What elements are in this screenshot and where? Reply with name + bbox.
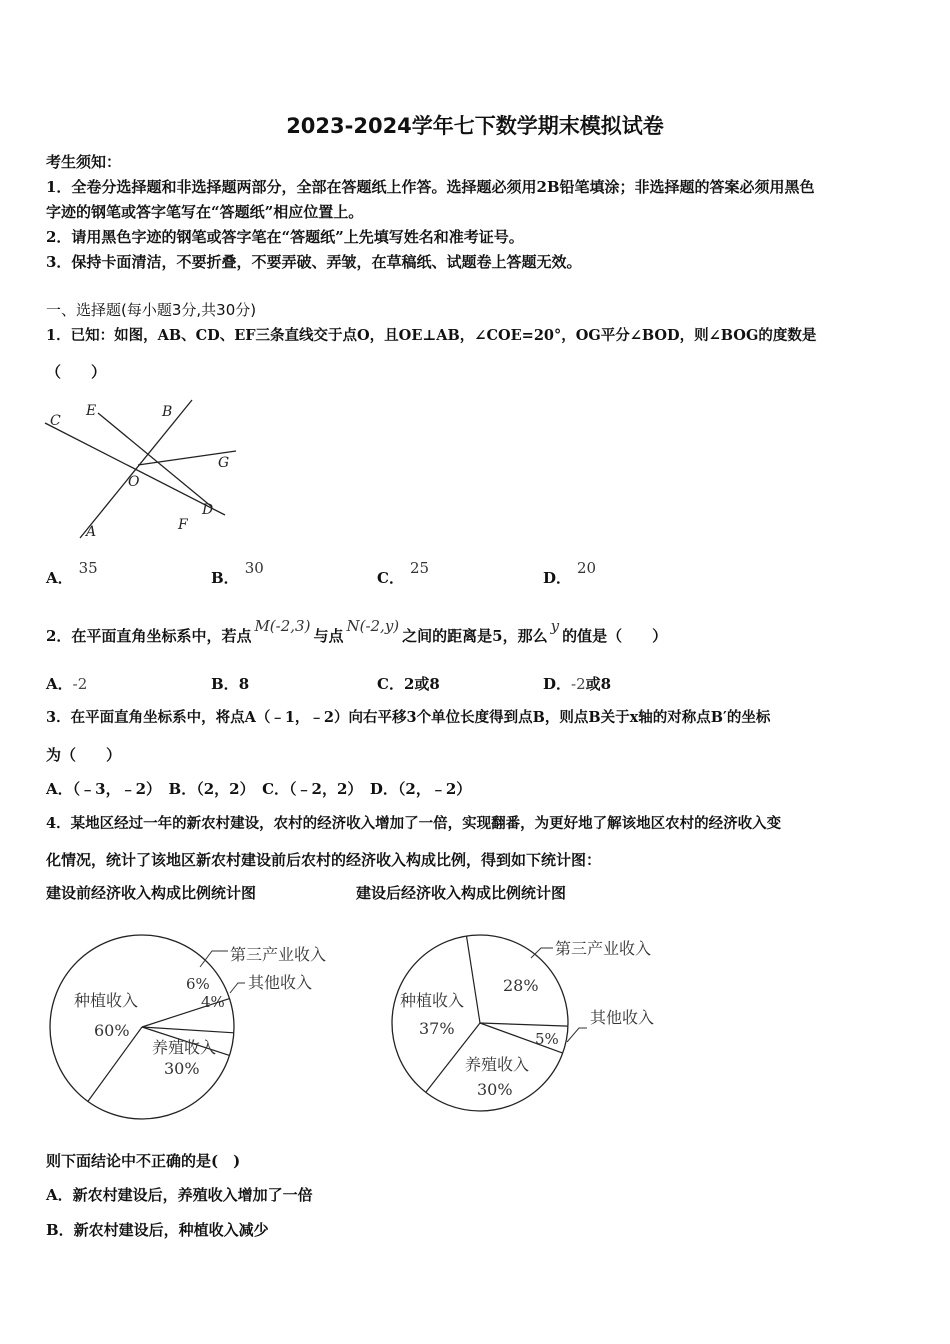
- q1-option-b[interactable]: B．30: [211, 559, 264, 587]
- q2-option-a[interactable]: A．-2: [46, 675, 88, 693]
- q4-question: 则下面结论中不正确的是( ): [46, 1152, 241, 1170]
- page-title: 2023-2024学年七下数学期末模拟试卷: [286, 114, 664, 138]
- pie1-label-tertiary: 第三产业收入: [230, 945, 327, 964]
- var-y: y: [550, 617, 560, 635]
- chart2-title: 建设后经济收入构成比例统计图: [356, 884, 567, 902]
- label-d: D: [202, 502, 214, 518]
- pie2-label-tertiary: 第三产业收入: [555, 939, 652, 958]
- q1-option-d[interactable]: D．20: [543, 559, 597, 587]
- q3-options[interactable]: A．（﹣3，﹣2） B．（2，2） C．（﹣2，2） D．（2，﹣2）: [46, 780, 472, 798]
- chart1-title: 建设前经济收入构成比例统计图: [46, 884, 257, 902]
- notice-line-1b: 字迹的钢笔或答字笔写在“答题纸”相应位置上。: [46, 203, 364, 221]
- pie2-value-planting: 37%: [419, 1019, 455, 1038]
- pie1-value-planting: 60%: [94, 1021, 130, 1040]
- q3-stem: 3．在平面直角坐标系中，将点A（﹣1，﹣2）向右平移3个单位长度得到点B，则点B关于x轴的对称点B′的坐标: [46, 709, 771, 726]
- pie2-label-breeding: 养殖收入: [465, 1055, 530, 1074]
- pie1-value-other: 4%: [201, 993, 225, 1011]
- q4-stem: 4．某地区经过一年的新农村建设，农村的经济收入增加了一倍，实现翻番，为更好地了解该地区农村的经济收入变: [46, 815, 782, 832]
- q3-stem-2: 为（ ）: [46, 746, 122, 764]
- label-c: C: [50, 413, 61, 429]
- notice-line-2: 2．请用黑色字迹的钢笔或答字笔在“答题纸”上先填写姓名和准考证号。: [46, 228, 524, 246]
- pie1-label-planting: 种植收入: [74, 991, 139, 1010]
- label-e: E: [86, 403, 97, 419]
- q4-stem-2: 化情况，统计了该地区新农村建设前后农村的经济收入构成比例，得到如下统计图：: [46, 851, 602, 869]
- q1-stem: 1．已知：如图，AB、CD、EF三条直线交于点O，且OE⊥AB，∠COE=20°，OG平分∠BOD，则∠BOG的度数是: [46, 327, 817, 344]
- point-n: N(-2,y): [346, 617, 400, 635]
- label-o: O: [128, 474, 140, 490]
- pie2-label-other: 其他收入: [590, 1008, 655, 1027]
- q1-figure: [40, 395, 255, 545]
- pie2-value-tertiary: 28%: [503, 976, 539, 995]
- q1-option-c[interactable]: C．25: [377, 559, 430, 587]
- pie2-value-breeding: 30%: [477, 1080, 513, 1099]
- q4-option-b[interactable]: B．新农村建设后，种植收入减少: [46, 1221, 269, 1239]
- pie1-leader-other: [230, 983, 245, 993]
- pie1-value-breeding: 30%: [164, 1059, 200, 1078]
- pie-chart-before: [40, 935, 350, 1125]
- pie2-slice-2-boundary: [467, 936, 481, 1023]
- line-ef: [98, 413, 212, 507]
- q2-option-b[interactable]: B．8: [211, 675, 250, 693]
- q2-option-c[interactable]: C．2或8: [377, 675, 440, 693]
- pie2-value-other: 5%: [535, 1030, 559, 1048]
- q2-option-d[interactable]: D．-2或8: [543, 675, 612, 693]
- line-cd: [45, 423, 225, 515]
- section-heading: 一、选择题(每小题3分,共30分): [46, 301, 257, 319]
- notice-heading: 考生须知：: [46, 153, 122, 171]
- notice-line-1a: 1．全卷分选择题和非选择题两部分，全部在答题纸上作答。选择题必须用2B铅笔填涂；非选择题的答案必须用黑色: [46, 178, 815, 196]
- label-g: G: [218, 455, 230, 471]
- pie1-label-breeding: 养殖收入: [152, 1038, 217, 1057]
- pie1-label-other: 其他收入: [248, 973, 313, 992]
- pie1-value-tertiary: 6%: [186, 975, 210, 993]
- label-a: A: [86, 524, 97, 540]
- pie-chart-after: [385, 930, 685, 1110]
- q2-stem: 2．在平面直角坐标系中，若点M(-2,3)与点N(-2,y)之间的距离是5，那么y的值是（ ）: [46, 617, 668, 645]
- pie2-slice-3-boundary: [480, 1023, 568, 1026]
- q4-option-a[interactable]: A．新农村建设后，养殖收入增加了一倍: [46, 1186, 313, 1204]
- q1-paren: （ ）: [46, 363, 107, 381]
- label-f: F: [178, 517, 188, 533]
- pie2-leader-other: [567, 1028, 587, 1042]
- q1-option-a[interactable]: A．35: [46, 559, 98, 587]
- label-b: B: [162, 404, 173, 420]
- point-m: M(-2,3): [254, 617, 311, 635]
- pie2-label-planting: 种植收入: [400, 991, 465, 1010]
- notice-line-3: 3．保持卡面清洁，不要折叠，不要弄破、弄皱，在草稿纸、试题卷上答题无效。: [46, 253, 582, 271]
